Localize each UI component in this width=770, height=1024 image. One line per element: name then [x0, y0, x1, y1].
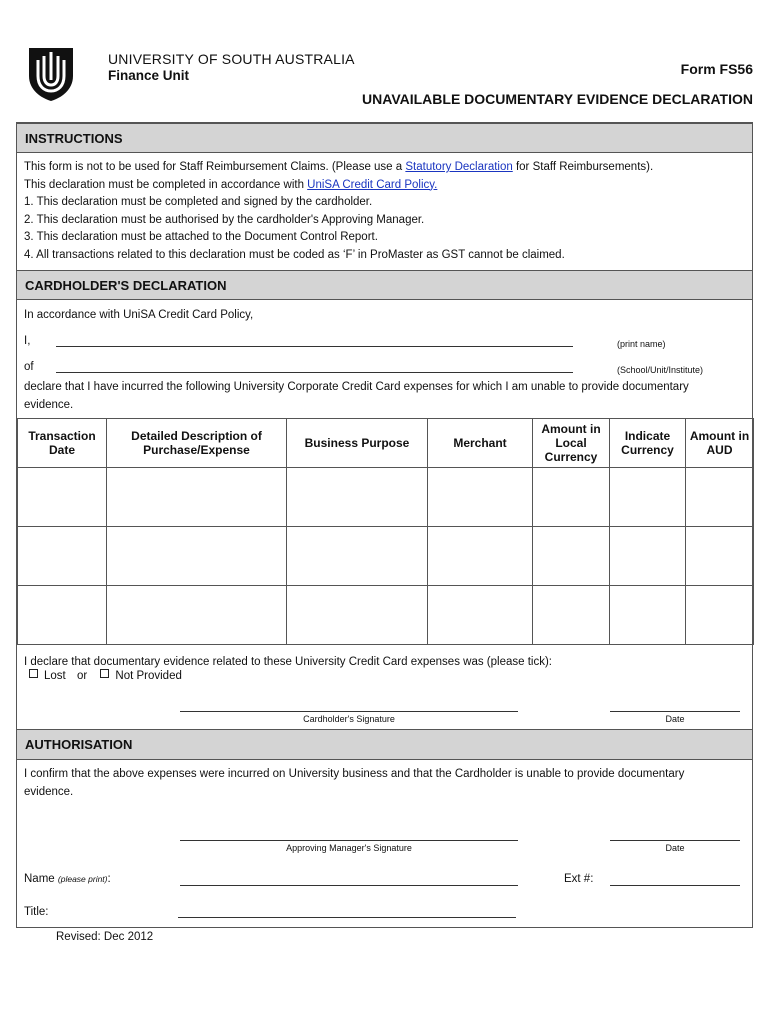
table-cell[interactable]: [533, 527, 610, 586]
cardholder-signature-caption: Cardholder's Signature: [303, 714, 395, 724]
table-cell[interactable]: [107, 586, 287, 645]
table-row: [18, 468, 754, 527]
name-colon: :: [107, 873, 111, 885]
instructions-body: [24, 159, 749, 264]
evidence-text: I declare that documentary evidence related to these University Credit Card expenses was (please tick):: [24, 656, 552, 668]
instruction-item: 4. All transactions related to this declaration must be coded as ‘F’ in ProMaster as GST cannot be claimed.: [24, 248, 565, 261]
table-row: [18, 586, 754, 645]
col-amount-local: Amount in Local Currency: [533, 419, 610, 468]
credit-card-policy-link[interactable]: UniSA Credit Card Policy.: [307, 178, 438, 191]
col-business-purpose: Business Purpose: [287, 419, 428, 468]
table-cell[interactable]: [610, 527, 686, 586]
table-cell[interactable]: [107, 527, 287, 586]
table-cell[interactable]: [18, 586, 107, 645]
form-title: UNAVAILABLE DOCUMENTARY EVIDENCE DECLARATION: [362, 91, 753, 107]
table-cell[interactable]: [18, 468, 107, 527]
col-transaction-date: Transaction Date: [18, 419, 107, 468]
table-cell[interactable]: [610, 468, 686, 527]
table-cell[interactable]: [107, 468, 287, 527]
table-row: [18, 527, 754, 586]
col-amount-aud: Amount in AUD: [686, 419, 754, 468]
unisa-logo: [27, 46, 75, 102]
table-cell[interactable]: [287, 527, 428, 586]
lost-checkbox[interactable]: [29, 669, 38, 678]
instructions-heading: INSTRUCTIONS: [17, 123, 752, 153]
instruction-line-2: This declaration must be completed in accordance with UniSA Credit Card Policy.: [24, 178, 438, 191]
table-cell[interactable]: [610, 586, 686, 645]
evidence-options: [29, 668, 182, 686]
instruction-item: 3. This declaration must be attached to the Document Control Report.: [24, 231, 378, 243]
cardholder-date-caption: Date: [665, 714, 685, 724]
name-hint: (please print): [57, 874, 108, 884]
statutory-declaration-link[interactable]: Statutory Declaration: [405, 161, 513, 173]
table-cell[interactable]: [428, 586, 533, 645]
form-number: Form FS56: [680, 61, 753, 77]
not-provided-label: Not Provided: [115, 670, 182, 682]
table-cell[interactable]: [686, 586, 754, 645]
table-cell[interactable]: [18, 527, 107, 586]
title-label: Title:: [24, 906, 49, 918]
table-cell[interactable]: [686, 468, 754, 527]
university-name: UNIVERSITY OF SOUTH AUSTRALIA: [108, 51, 355, 67]
ext-label: Ext #:: [564, 873, 594, 885]
finance-unit: Finance Unit: [108, 68, 190, 83]
title-field[interactable]: [178, 917, 516, 918]
table-cell[interactable]: [287, 468, 428, 527]
authorisation-heading: AUTHORISATION: [17, 729, 752, 760]
table-cell[interactable]: [533, 586, 610, 645]
school-field[interactable]: [56, 372, 573, 373]
name-label-group: [24, 871, 111, 889]
instruction-item: 1. This declaration must be completed and signed by the cardholder.: [24, 196, 373, 208]
instruction-item: 2. This declaration must be authorised by the cardholder's Approving Manager.: [24, 213, 425, 226]
print-name-caption: (print name): [617, 339, 666, 349]
cardholder-intro: In accordance with UniSA Credit Card Policy,: [24, 309, 254, 321]
cardholder-heading: CARDHOLDER'S DECLARATION: [17, 270, 752, 300]
manager-date-field[interactable]: [610, 840, 740, 841]
revised-date: Revised: Dec 2012: [56, 931, 154, 943]
not-provided-checkbox[interactable]: [100, 669, 109, 678]
manager-signature-field[interactable]: [180, 840, 518, 841]
table-cell[interactable]: [428, 527, 533, 586]
table-cell[interactable]: [533, 468, 610, 527]
print-name-field[interactable]: [56, 346, 573, 347]
table-cell[interactable]: [287, 586, 428, 645]
of-label: of: [24, 361, 34, 373]
table-cell[interactable]: [428, 468, 533, 527]
lost-label: Lost: [44, 670, 66, 682]
or-label: or: [76, 670, 88, 682]
table-header-row: [18, 419, 754, 468]
col-merchant: Merchant: [428, 419, 533, 468]
declare-text: declare that I have incurred the following University Corporate Credit Card expenses for which I am unable to provide documentary evidence.: [24, 381, 689, 411]
i-label: I,: [24, 335, 31, 347]
name-field[interactable]: [180, 885, 518, 886]
name-label: Name: [24, 873, 55, 885]
expenses-table: [17, 418, 754, 645]
instruction-line-1: This form is not to be used for Staff Reimbursement Claims. (Please use a Statutory Declaration for Staff Reimbursements).: [24, 161, 654, 173]
manager-signature-caption: Approving Manager's Signature: [286, 843, 412, 853]
table-cell[interactable]: [686, 527, 754, 586]
manager-date-caption: Date: [665, 843, 685, 853]
col-currency: Indicate Currency: [610, 419, 686, 468]
authorisation-confirm: I confirm that the above expenses were incurred on University business and that the Cardholder is unable to provide documentary evidence.: [24, 768, 685, 798]
ext-field[interactable]: [610, 885, 740, 886]
col-description: Detailed Description of Purchase/Expense: [107, 419, 287, 468]
cardholder-date-field[interactable]: [610, 711, 740, 712]
cardholder-signature-field[interactable]: [180, 711, 518, 712]
school-caption: (School/Unit/Institute): [617, 365, 704, 375]
